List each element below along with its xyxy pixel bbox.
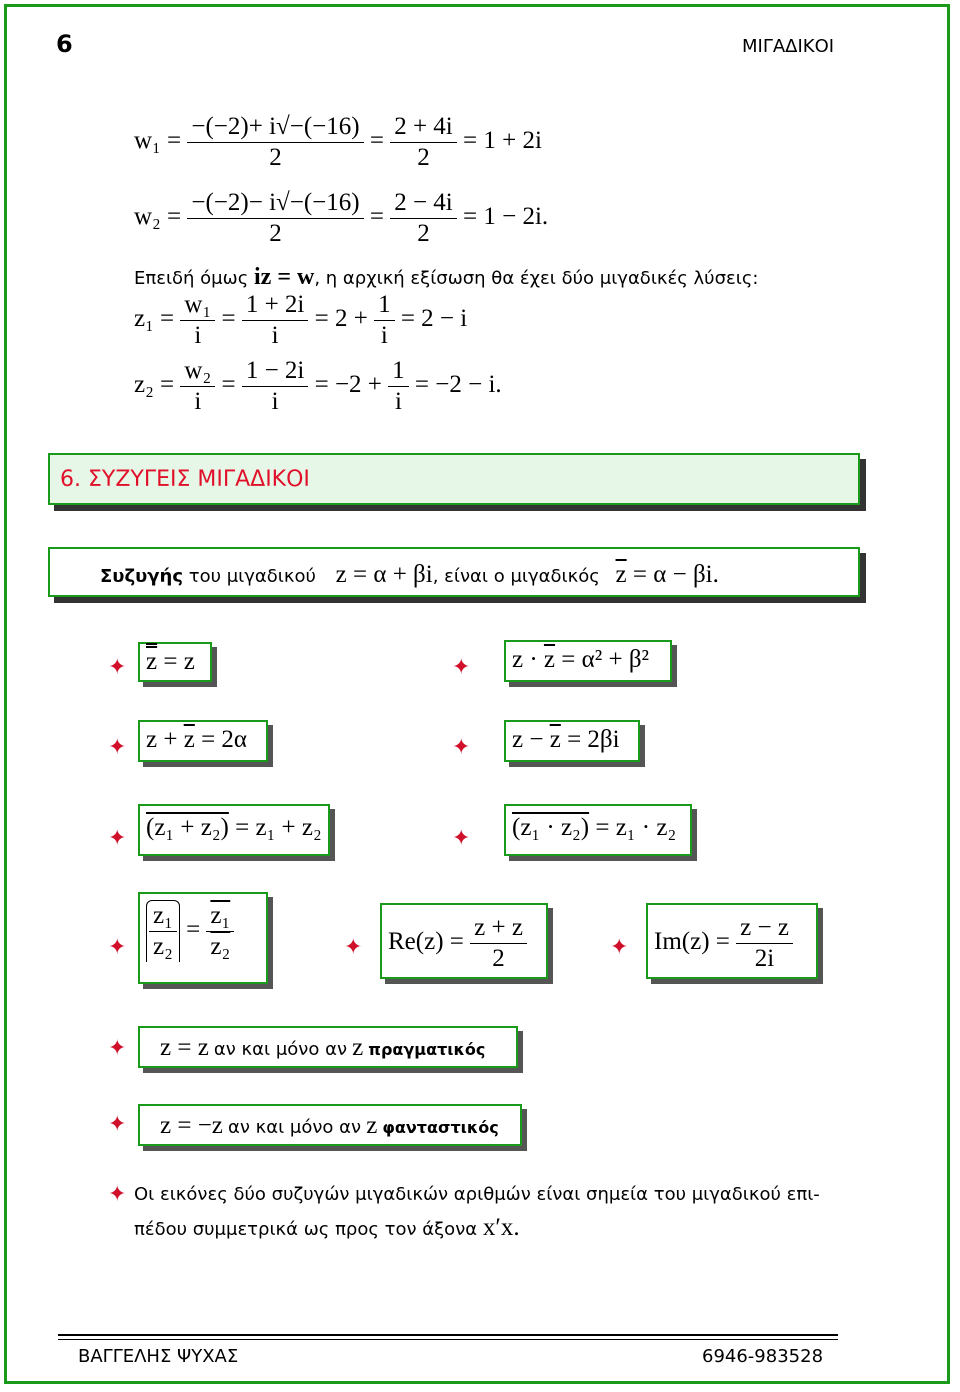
property-diff-conjugate: $z - \overline{z} = 2\beta i$ [504,720,640,762]
property-sum-conjugate: $z + \overline{z} = 2\alpha$ [138,720,268,762]
red-star-icon: ✦ [108,935,127,960]
since-text-b: , η αρχική εξίσωση θα έχει δύο μιγαδικές λύσεις: [314,268,759,289]
real-rule-var: z [352,1034,364,1061]
red-star-icon: ✦ [452,655,471,680]
footer-author: ΒΑΓΓΕΛΗΣ ΨΥΧΑΣ [78,1346,239,1367]
w2-equation: w₂ = $\frac{-(-2)- i√-(-16)}{2}$ = $\frac{2 - 4i}{2}$ = 1 − 2i. [134,189,549,247]
property-imag-part: Im(z) = $\frac{z - z}{2i}$ [646,903,818,979]
real-rule-box [138,1026,518,1068]
red-star-icon: ✦ [452,826,471,851]
property-real-part: Re(z) = $\frac{z + z}{2}$ [380,903,548,979]
definition-box [48,547,860,597]
imag-rule-var: z [366,1112,378,1139]
red-star-icon: ✦ [452,735,471,760]
w1-equation: w₁ = $\frac{-(-2)+ i√-(-16)}{2}$ = $\frac{2 + 4i}{2}$ = 1 + 2i [134,113,542,171]
note-line-2: πέδου συμμετρικά ως προς τον άξονα x′x. [134,1214,520,1241]
property-conjugate-of-sum: (z₁ + z₂) = z₁ + z₂ [138,804,330,856]
red-star-icon: ✦ [108,1182,127,1207]
imag-rule-bold: φανταστικός [382,1118,499,1137]
definition-conjugate: = α − βi. [632,561,719,588]
chapter-title: ΜΙΓΑΔΙΚΟΙ [742,36,835,57]
z1-equation: z₁ = $\frac{\text{w₁}}{i}$ = $\frac{1 + 2i}{i}$ = 2 + $\frac{1}{i}$ = 2 − i [134,291,468,349]
real-rule-bold: πραγματικός [368,1040,486,1059]
real-rule-math: z = z [160,1034,209,1061]
w2-lhs: w₂ = [134,203,182,231]
definition-text-b: , είναι ο μιγαδικός [432,566,600,587]
definition-math: z = α + βi [335,561,433,588]
page-number: 6 [56,30,73,58]
w1-fraction-2: $\frac{2 + 4i}{2}$ [390,112,457,173]
conjugate-symbol: $\overline{z}$ [615,561,627,588]
footer-divider [58,1334,838,1336]
red-star-icon: ✦ [108,735,127,760]
property-conjugate-of-product: (z₁ · z₂) = z₁ · z₂ [504,804,692,856]
imag-rule-box [138,1104,522,1146]
property-double-conjugate: z = z [138,642,212,682]
note-line-1: Οι εικόνες δύο συζυγών μιγαδικών αριθμών είναι σημεία του μιγαδικού επι- [134,1184,820,1205]
red-star-icon: ✦ [108,826,127,851]
since-text: Επειδή όμως [134,268,249,289]
red-star-icon: ✦ [610,935,629,960]
z2-equation: z₂ = $\frac{\text{w₂}}{i}$ = $\frac{1 - 2i}{i}$ = −2 + $\frac{1}{i}$ = −2 − i. [134,357,502,415]
definition-term: Συζυγής [100,566,183,587]
since-line [134,264,758,291]
w1-fraction: $\frac{-(-2)+ i√-(-16)}{2}$ [187,112,363,173]
red-star-icon: ✦ [344,935,363,960]
w2-fraction-2: $\frac{2 - 4i}{2}$ [390,188,457,249]
footer-divider [58,1339,838,1340]
w1-lhs: w₁ = [134,127,182,155]
w2-result: = 1 − 2i. [463,203,549,231]
property-product-conjugate: $z \cdot \overline{z} = \alpha^2 + \beta^2$ [504,640,672,682]
imag-rule-text: αν και μόνο αν [227,1117,362,1138]
w2-fraction: $\frac{-(-2)- i√-(-16)}{2}$ [187,188,363,249]
real-rule-text: αν και μόνο αν [213,1039,347,1060]
axis-label: x′x. [482,1214,520,1241]
red-star-icon: ✦ [108,655,127,680]
red-star-icon: ✦ [108,1112,127,1137]
definition-text: του μιγαδικού [188,566,316,587]
red-star-icon: ✦ [108,1036,127,1061]
section-title: 6. ΣΥΖΥΓΕΙΣ ΜΙΓΑΔΙΚΟΙ [48,453,860,505]
w1-result: = 1 + 2i [463,127,542,155]
footer-phone: 6946-983528 [702,1346,824,1367]
since-math: iz = w [254,264,315,290]
property-conjugate-of-quotient: $\frac{\text{z₁}}{\text{z₂}}$ = $\frac{\text{z₁}}{\text{z₂}}$ [138,892,268,984]
imag-rule-math: z = −z [160,1112,223,1139]
